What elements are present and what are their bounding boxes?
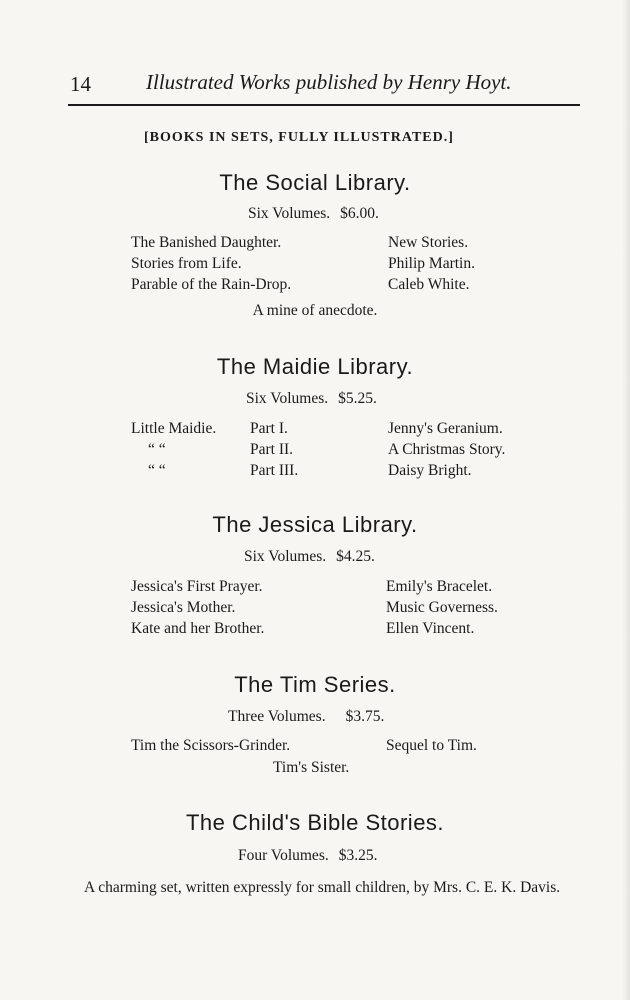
section-subheading: [BOOKS IN SETS, FULLY ILLUSTRATED.] [144, 130, 454, 145]
maidie-volumes-line [246, 390, 377, 408]
list-item: Jenny's Geranium. [388, 420, 503, 437]
tim-volumes-line [228, 708, 384, 726]
list-item: Kate and her Brother. [131, 620, 265, 637]
jessica-volumes-line [244, 548, 375, 566]
list-item: Part II. [250, 441, 294, 458]
running-title: Illustrated Works published by Henry Hoyt. [146, 70, 512, 94]
list-item: Jessica's First Prayer. [131, 578, 263, 595]
list-item: Daisy Bright. [388, 462, 472, 479]
page-edge-shadow [622, 0, 630, 1000]
social-price: $6.00. [340, 205, 379, 222]
list-item: Part III. [250, 462, 299, 479]
list-item: Caleb White. [388, 276, 470, 293]
maidie-volumes: Six Volumes. [246, 390, 329, 407]
tim-price: $3.75. [345, 708, 385, 725]
social-library-title: The Social Library. [219, 170, 411, 195]
list-item: Part I. [250, 420, 288, 437]
list-item: Tim's Sister. [273, 759, 350, 776]
bible-stories-title: The Child's Bible Stories. [185, 810, 445, 835]
page-header [70, 70, 580, 100]
bible-description: A charming set, written expressly for small children, by Mrs. C. E. K. Davis. [84, 879, 561, 896]
list-item: Music Governess. [386, 599, 498, 616]
social-volumes-line [248, 205, 379, 223]
list-item: Emily's Bracelet. [386, 578, 493, 595]
list-item: Jessica's Mother. [131, 599, 236, 616]
ditto-marks: “ “ [148, 462, 166, 479]
social-volumes: Six Volumes. [248, 205, 331, 222]
list-item: The Banished Daughter. [131, 234, 282, 251]
list-item: Tim the Scissors-Grinder. [131, 737, 291, 754]
bible-volumes-line [238, 847, 377, 865]
list-item: Little Maidie. [131, 420, 217, 437]
maidie-price: $5.25. [338, 390, 377, 407]
jessica-library-title: The Jessica Library. [212, 512, 418, 537]
tim-series-title: The Tim Series. [234, 672, 396, 697]
jessica-volumes: Six Volumes. [244, 548, 327, 565]
list-item: New Stories. [388, 234, 469, 251]
list-item: Parable of the Rain-Drop. [131, 276, 292, 293]
ditto-marks: “ “ [148, 441, 166, 458]
header-rule [68, 104, 580, 106]
social-note: A mine of anecdote. [252, 302, 378, 319]
maidie-library-title: The Maidie Library. [216, 354, 414, 379]
list-item: Stories from Life. [131, 255, 242, 272]
page-number: 14 [70, 72, 91, 96]
list-item: Sequel to Tim. [386, 737, 477, 754]
tim-volumes: Three Volumes. [228, 708, 326, 725]
list-item: Philip Martin. [388, 255, 475, 272]
list-item: A Christmas Story. [388, 441, 506, 458]
list-item: Ellen Vincent. [386, 620, 475, 637]
bible-volumes: Four Volumes. [238, 847, 329, 864]
jessica-price: $4.25. [336, 548, 375, 565]
bible-price: $3.25. [338, 847, 378, 864]
